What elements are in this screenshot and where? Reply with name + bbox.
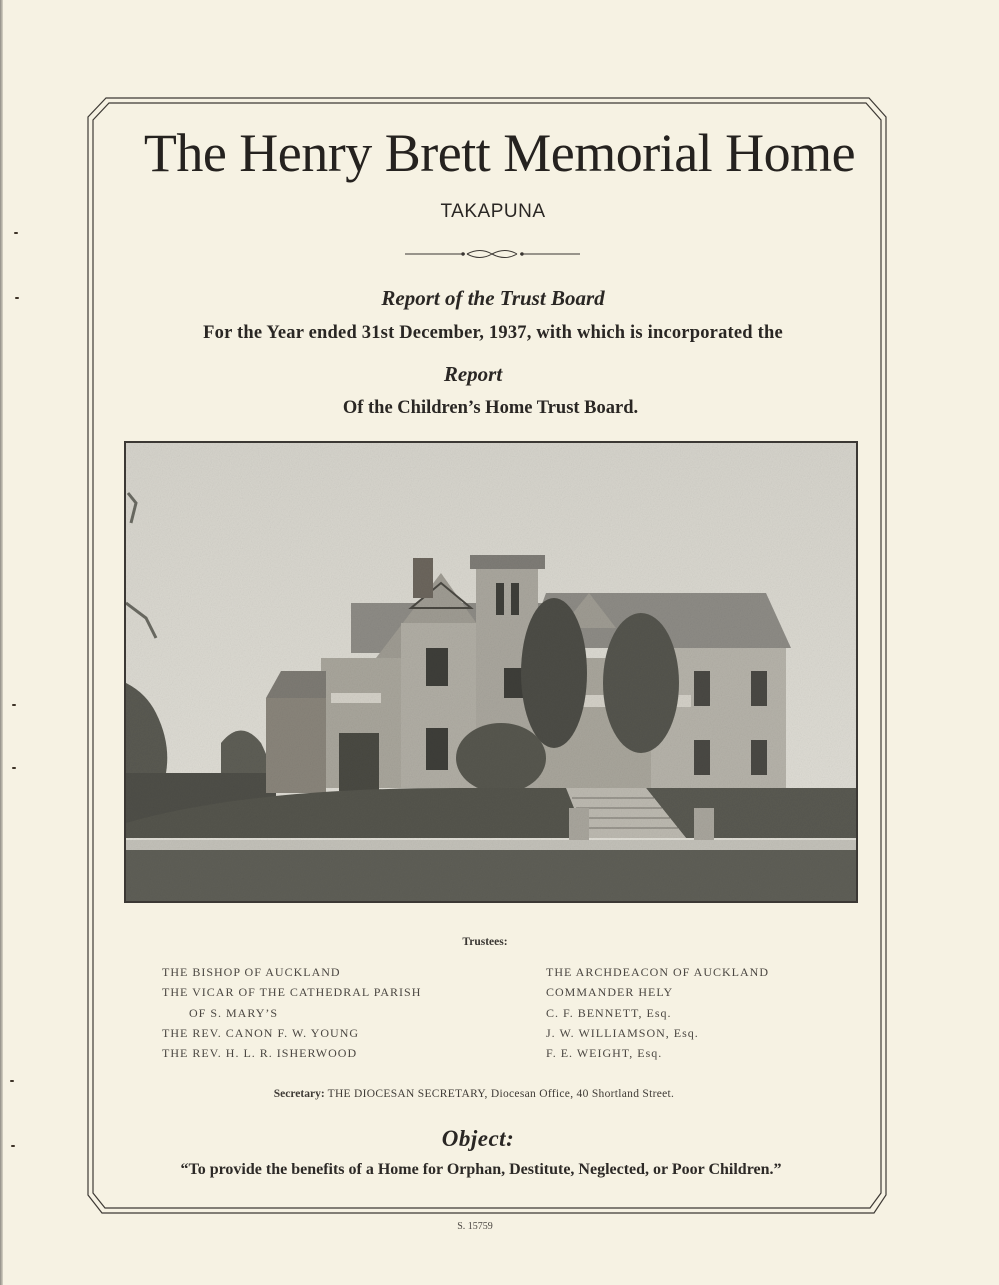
house-image	[126, 443, 856, 901]
trustee-name-continued: OF S. MARY’S	[189, 1005, 279, 1020]
trustee-name: F. E. WEIGHT, Esq.	[546, 1046, 663, 1061]
flourish-ornament-icon	[405, 247, 580, 261]
secretary-value: THE DIOCESAN SECRETARY, Diocesan Office, 40 Shortland Street.	[327, 1088, 675, 1100]
trustee-name: C. F. BENNETT, Esq.	[546, 1005, 672, 1020]
report-sub-line: Of the Children’s Home Trust Board.	[342, 398, 639, 418]
object-heading: Object:	[441, 1126, 515, 1151]
speck	[12, 704, 16, 706]
building-photograph	[124, 441, 858, 903]
trustees-label: Trustees:	[462, 936, 508, 948]
trustee-name: THE REV. H. L. R. ISHERWOOD	[162, 1046, 358, 1061]
trustee-name: THE REV. CANON F. W. YOUNG	[162, 1025, 360, 1040]
speck	[14, 232, 18, 234]
trustee-name: J. W. WILLIAMSON, Esq.	[546, 1025, 699, 1040]
object-statement: “To provide the benefits of a Home for Orphan, Destitute, Neglected, or Poor Children.”	[180, 1161, 782, 1178]
speck	[10, 1080, 14, 1082]
report-year-line: For the Year ended 31st December, 1937, with which is incorporated the	[203, 323, 783, 343]
location-subtitle: TAKAPUNA	[440, 201, 546, 222]
secretary-line	[0, 1088, 948, 1100]
trustee-name: THE BISHOP OF AUCKLAND	[162, 965, 341, 979]
print-code: S. 15759	[457, 1221, 493, 1232]
trustee-name: COMMANDER HELY	[546, 985, 674, 1000]
trustee-name: THE ARCHDEACON OF AUCKLAND	[546, 965, 770, 979]
report-heading: Report of the Trust Board	[381, 286, 605, 310]
trustee-name: THE VICAR OF THE CATHEDRAL PARISH	[162, 985, 422, 1000]
document-title: The Henry Brett Memorial Home	[143, 123, 856, 183]
secretary-label: Secretary:	[273, 1088, 325, 1100]
trustees-list-left	[162, 962, 421, 1063]
report-sub-heading: Report	[443, 362, 503, 386]
trustees-list-right	[546, 962, 769, 1063]
speck	[12, 767, 16, 769]
